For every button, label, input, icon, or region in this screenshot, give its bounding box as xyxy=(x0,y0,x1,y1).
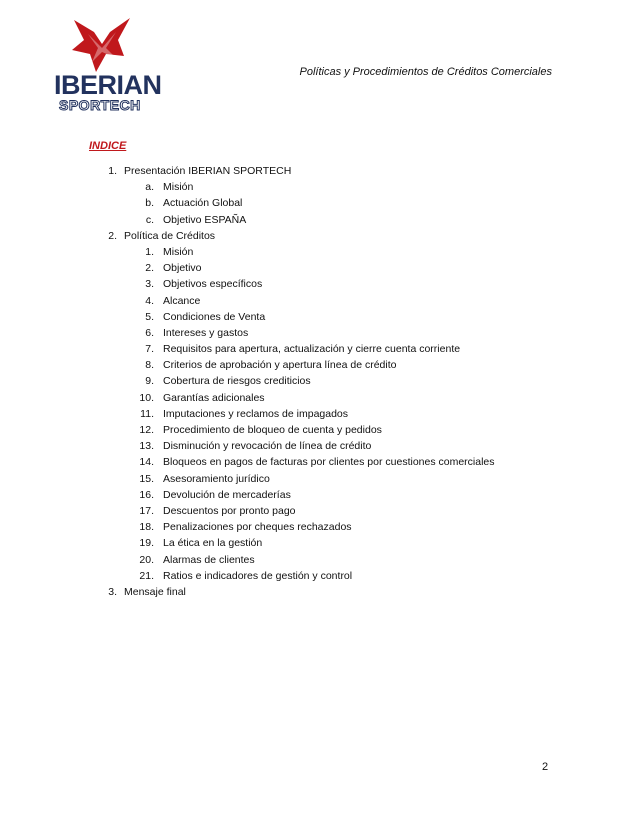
toc-item xyxy=(0,309,638,325)
toc-item-text: Cobertura de riesgos crediticios xyxy=(163,375,311,388)
toc-item-text: Asesoramiento jurídico xyxy=(163,472,270,485)
x-logo-icon xyxy=(66,14,138,78)
toc-item xyxy=(0,568,638,584)
toc-item-text: Imputaciones y reclamos de impagados xyxy=(163,407,349,420)
toc-item-number: 21. xyxy=(139,569,154,582)
toc-item xyxy=(0,293,638,309)
toc-item-text: Criterios de aprobación y apertura línea de crédito xyxy=(163,359,397,372)
toc-item-number: 1. xyxy=(145,245,154,258)
toc-item xyxy=(0,244,638,260)
toc-item-text: Objetivos específicos xyxy=(163,278,263,291)
toc-item-number: 3. xyxy=(108,585,117,598)
toc-item-text: Penalizaciones por cheques rechazados xyxy=(163,521,352,534)
toc-item-text: Garantías adicionales xyxy=(163,391,265,404)
toc-item-number: 3. xyxy=(145,278,154,291)
toc-item-text: Ratios e indicadores de gestión y control xyxy=(163,569,353,582)
toc-item-number: 9. xyxy=(145,375,154,388)
toc-item-text: Disminución y revocación de línea de crédito xyxy=(163,440,372,453)
toc-item-number: 16. xyxy=(139,488,154,501)
toc-item-text: Devolución de mercaderías xyxy=(163,488,291,501)
page-number: 2 xyxy=(542,761,549,773)
toc-item-text: Requisitos para apertura, actualización y cierre cuenta corriente xyxy=(163,343,461,356)
toc-item-text: Mensaje final xyxy=(124,585,186,598)
toc-item-number: b. xyxy=(145,197,154,210)
toc-item-number: 2. xyxy=(145,262,154,275)
toc-item xyxy=(0,487,638,503)
toc-item xyxy=(0,471,638,487)
toc-item xyxy=(0,390,638,406)
toc-item-number: 1. xyxy=(108,165,117,177)
toc-item xyxy=(0,276,638,292)
toc-item-text: Procedimiento de bloqueo de cuenta y pedidos xyxy=(163,424,382,436)
toc-item xyxy=(0,503,638,519)
toc-item-number: 18. xyxy=(139,521,154,534)
table-of-contents xyxy=(0,163,638,600)
toc-item-number: 7. xyxy=(145,343,154,356)
toc-item-number: 6. xyxy=(145,326,154,339)
toc-item-number: 5. xyxy=(145,310,154,323)
company-logo xyxy=(54,14,162,113)
toc-item xyxy=(0,552,638,568)
toc-item xyxy=(0,212,638,228)
toc-item xyxy=(0,357,638,373)
toc-item-number: 17. xyxy=(139,504,154,517)
toc-item-number: 20. xyxy=(139,553,154,566)
toc-item-number: a. xyxy=(145,181,154,194)
toc-item-text: La ética en la gestión xyxy=(163,537,263,550)
toc-item-text: Misión xyxy=(163,245,194,258)
toc-item-number: 14. xyxy=(139,456,154,469)
toc-item-number: 8. xyxy=(145,359,154,372)
toc-item xyxy=(0,163,638,179)
toc-item-text: Objetivo xyxy=(163,262,202,275)
toc-item xyxy=(0,406,638,422)
toc-item xyxy=(0,228,638,244)
toc-item-number: 4. xyxy=(145,294,154,307)
toc-item-number: 15. xyxy=(139,472,154,485)
toc-item-number: 13. xyxy=(139,440,154,453)
document-header-title: Políticas y Procedimientos de Créditos Comerciales xyxy=(299,66,552,78)
toc-item-text: Actuación Global xyxy=(163,197,243,210)
toc-item-text: Misión xyxy=(163,181,194,194)
toc-item xyxy=(0,373,638,389)
toc-item-text: Alarmas de clientes xyxy=(163,553,255,566)
toc-item xyxy=(0,535,638,551)
toc-item-number: c. xyxy=(145,213,154,226)
toc-item xyxy=(0,260,638,276)
toc-item-text: Descuentos por pronto pago xyxy=(163,504,296,517)
toc-item-number: 12. xyxy=(139,424,154,436)
toc-item xyxy=(0,179,638,195)
toc-item-text: Política de Créditos xyxy=(124,229,216,242)
toc-item-text: Objetivo ESPAÑA xyxy=(163,213,247,226)
toc-item-text: Alcance xyxy=(163,294,201,307)
toc-item-number: 2. xyxy=(108,229,117,242)
toc-item xyxy=(0,438,638,454)
toc-item xyxy=(0,422,638,438)
toc-item-text: Bloqueos en pagos de facturas por clientes por cuestiones comerciales xyxy=(163,456,495,469)
index-heading: INDICE xyxy=(89,140,127,152)
toc-item-number: 10. xyxy=(139,391,154,404)
toc-item xyxy=(0,519,638,535)
toc-item xyxy=(0,325,638,341)
toc-item-number: 11. xyxy=(140,407,154,420)
toc-item xyxy=(0,454,638,470)
toc-item xyxy=(0,195,638,211)
toc-item-text: Presentación IBERIAN SPORTECH xyxy=(124,165,292,177)
toc-item-text: Condiciones de Venta xyxy=(163,310,266,323)
toc-item-text: Intereses y gastos xyxy=(163,326,249,339)
toc-item xyxy=(0,584,638,600)
toc-item-number: 19. xyxy=(139,537,154,550)
logo-subtitle: SPORTECH xyxy=(59,97,141,113)
logo-wordmark: IBERIAN xyxy=(54,70,162,100)
toc-item xyxy=(0,341,638,357)
